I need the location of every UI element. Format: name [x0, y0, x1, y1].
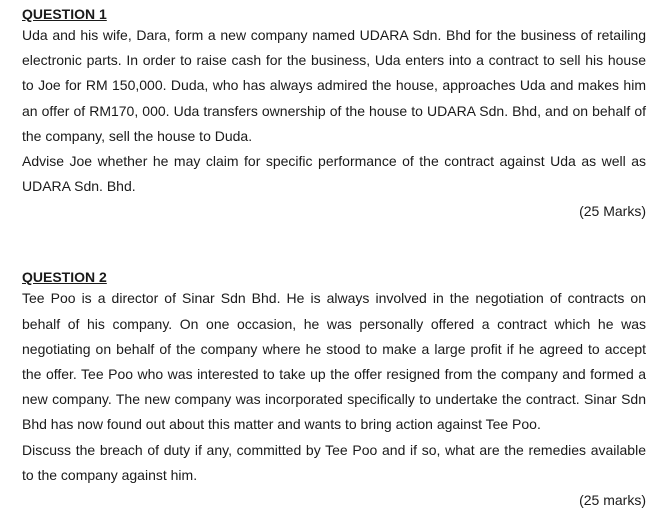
question-2-paragraph-2[interactable]: Discuss the breach of duty if any, committed by Tee Poo and if so, what are the remedies available to the company against him.	[22, 441, 646, 483]
question-2-paragraph-1[interactable]: Tee Poo is a director of Sinar Sdn Bhd. He is always involved in the negotiation of contracts on behalf of his company. On one occasion, he was personally offered a contract which he was negotiating on behalf of the company where he stood to make a large profit if he agreed to accept the offer. Tee Poo who was interested to take up the offer resigned from the company and formed a new company. The new company was incorporated specifically to undertake the contract. Sinar Sdn Bhd has now found out about this matter and wants to bring action against Tee Poo.	[22, 290, 646, 433]
question-1-paragraph-1[interactable]: Uda and his wife, Dara, form a new company named UDARA Sdn. Bhd for the business of retailing electronic parts. In order to raise cash for the business, Uda enters into a contract to sell his house to Joe for RM 150,000. Duda, who has always admired the house, approaches Uda and makes him an offer of RM170, 000. Uda transfers ownership of the house to UDARA Sdn. Bhd, and on behalf of the company, sell the house to Duda.	[22, 27, 646, 144]
question-2-section	[22, 269, 646, 513]
question-1-marks: (25 Marks)	[579, 203, 646, 220]
question-1-paragraph-2[interactable]: Advise Joe whether he may claim for specific performance of the contract against Uda as well as UDARA Sdn. Bhd.	[22, 153, 646, 195]
question-2-marks: (25 marks)	[579, 492, 646, 509]
question-2-title: QUESTION 2	[22, 269, 107, 286]
question-1-title: QUESTION 1	[22, 6, 107, 22]
document-body	[22, 6, 646, 513]
question-1-section	[22, 6, 646, 224]
